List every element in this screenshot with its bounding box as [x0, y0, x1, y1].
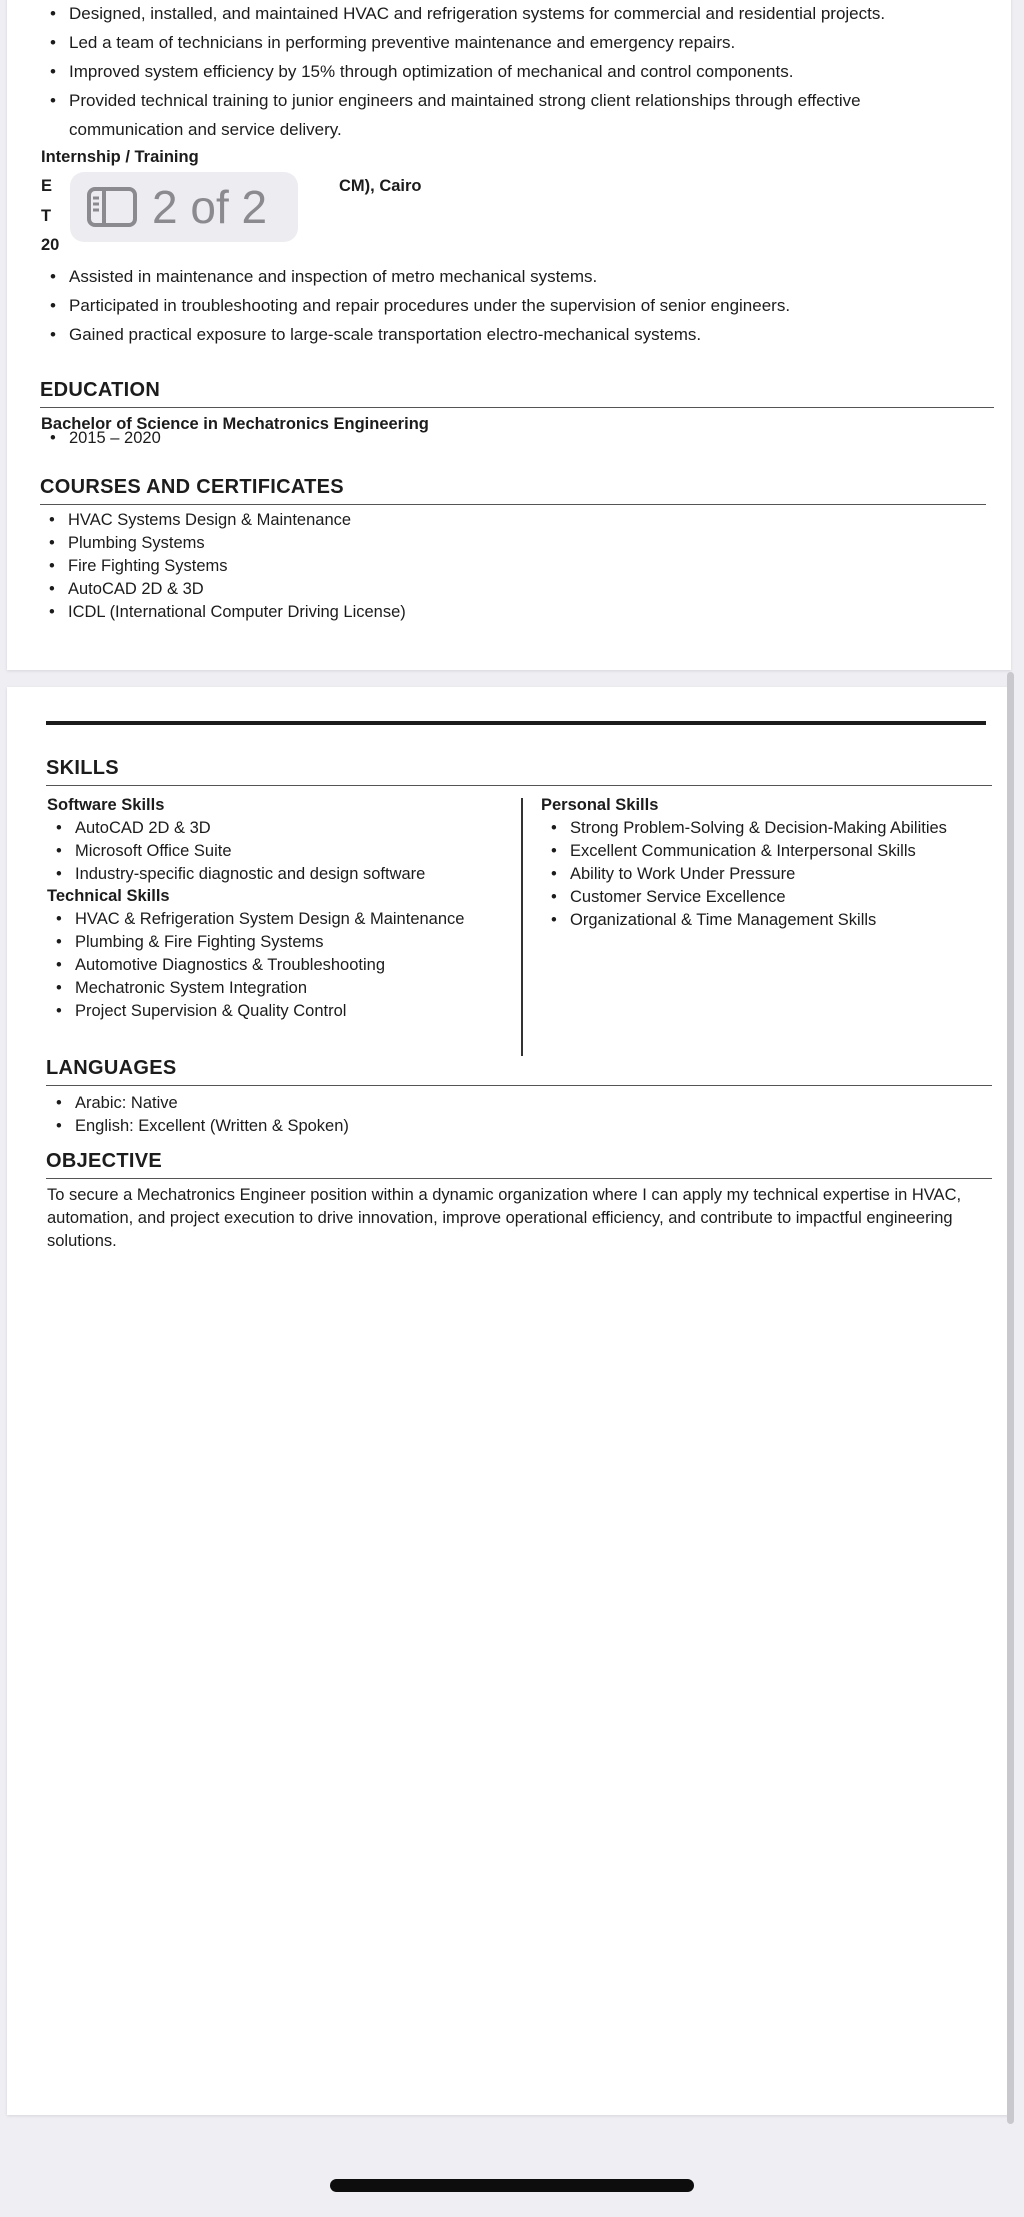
- list-item: • Plumbing & Fire Fighting Systems: [75, 931, 464, 954]
- list-item: • HVAC Systems Design & Maintenance: [68, 509, 406, 532]
- page-indicator-label: 2 of 2: [152, 181, 268, 233]
- software-skills-list: [75, 817, 425, 886]
- skills-divider: [46, 785, 992, 786]
- personal-skills-list: [570, 817, 947, 932]
- courses-list: [68, 509, 406, 624]
- education-heading: EDUCATION: [40, 379, 161, 401]
- technical-skills-title: Technical Skills: [47, 887, 170, 905]
- document-page-2: [7, 687, 1011, 2115]
- internship-bullet-list: [69, 262, 969, 349]
- list-item: • Project Supervision & Quality Control: [75, 1000, 464, 1023]
- internship-role: T: [41, 207, 52, 225]
- list-item: • Participated in troubleshooting and repair procedures under the supervision of senior engineers.: [69, 291, 969, 320]
- list-item: • Excellent Communication & Interpersonal Skills: [570, 840, 947, 863]
- education-degree: Bachelor of Science in Mechatronics Engineering: [41, 415, 429, 433]
- internship-org-start: E: [41, 177, 53, 195]
- list-item: • Customer Service Excellence: [570, 886, 947, 909]
- list-item: • Microsoft Office Suite: [75, 840, 425, 863]
- list-item: • AutoCAD 2D & 3D: [68, 578, 406, 601]
- list-item: • Industry-specific diagnostic and design software: [75, 863, 425, 886]
- list-item: • Provided technical training to junior engineers and maintained strong client relationships through effective communication and service delivery.: [69, 86, 969, 144]
- education-list: [69, 427, 161, 450]
- education-divider: [40, 407, 994, 408]
- personal-skills-title: Personal Skills: [541, 796, 659, 814]
- courses-heading: COURSES AND CERTIFICATES: [40, 476, 344, 498]
- list-item: • Mechatronic System Integration: [75, 977, 464, 1000]
- list-item: • Assisted in maintenance and inspection of metro mechanical systems.: [69, 262, 969, 291]
- list-item: • AutoCAD 2D & 3D: [75, 817, 425, 840]
- skills-heading: SKILLS: [46, 757, 119, 779]
- software-skills-title: Software Skills: [47, 796, 165, 814]
- list-item: • Automotive Diagnostics & Troubleshooting: [75, 954, 464, 977]
- list-item: • Ability to Work Under Pressure: [570, 863, 947, 886]
- internship-date: 20: [41, 236, 60, 254]
- list-item: • English: Excellent (Written & Spoken): [75, 1115, 349, 1138]
- list-item: • Plumbing Systems: [68, 532, 406, 555]
- list-item: • Organizational & Time Management Skills: [570, 909, 947, 932]
- home-indicator[interactable]: [330, 2179, 694, 2192]
- courses-divider: [40, 504, 986, 505]
- internship-heading: Internship / Training: [41, 148, 199, 166]
- experience-bullet-list: [69, 0, 969, 144]
- list-item: • Led a team of technicians in performing preventive maintenance and emergency repairs.: [69, 28, 969, 57]
- page-indicator[interactable]: [70, 172, 298, 242]
- list-item: • 2015 – 2020: [69, 427, 161, 450]
- list-item: • ICDL (International Computer Driving License): [68, 601, 406, 624]
- sidebar-icon: [86, 186, 138, 228]
- objective-text: To secure a Mechatronics Engineer position within a dynamic organization where I can apply my technical expertise in HVAC, automation, and project execution to drive innovation, improve operational efficiency, and contribute to impactful engineering solutions.: [47, 1186, 962, 1250]
- list-item: • Designed, installed, and maintained HVAC and refrigeration systems for commercial and residential projects.: [69, 0, 969, 28]
- technical-skills-list: [75, 908, 464, 1023]
- scrollbar[interactable]: [1007, 672, 1014, 2124]
- objective-divider: [46, 1178, 992, 1179]
- list-item: • Fire Fighting Systems: [68, 555, 406, 578]
- languages-list: [75, 1092, 349, 1138]
- list-item: • Improved system efficiency by 15% through optimization of mechanical and control components.: [69, 57, 969, 86]
- languages-divider: [46, 1085, 992, 1086]
- objective-heading: OBJECTIVE: [46, 1150, 163, 1172]
- list-item: • HVAC & Refrigeration System Design & Maintenance: [75, 908, 464, 931]
- list-item: • Strong Problem-Solving & Decision-Making Abilities: [570, 817, 947, 840]
- list-item: • Gained practical exposure to large-scale transportation electro-mechanical systems.: [69, 320, 969, 349]
- list-item: • Arabic: Native: [75, 1092, 349, 1115]
- column-divider: [521, 798, 523, 1056]
- internship-org-end: CM), Cairo: [339, 177, 422, 195]
- languages-heading: LANGUAGES: [46, 1057, 177, 1079]
- document-page-1: [7, 0, 1011, 670]
- top-divider: [46, 721, 986, 725]
